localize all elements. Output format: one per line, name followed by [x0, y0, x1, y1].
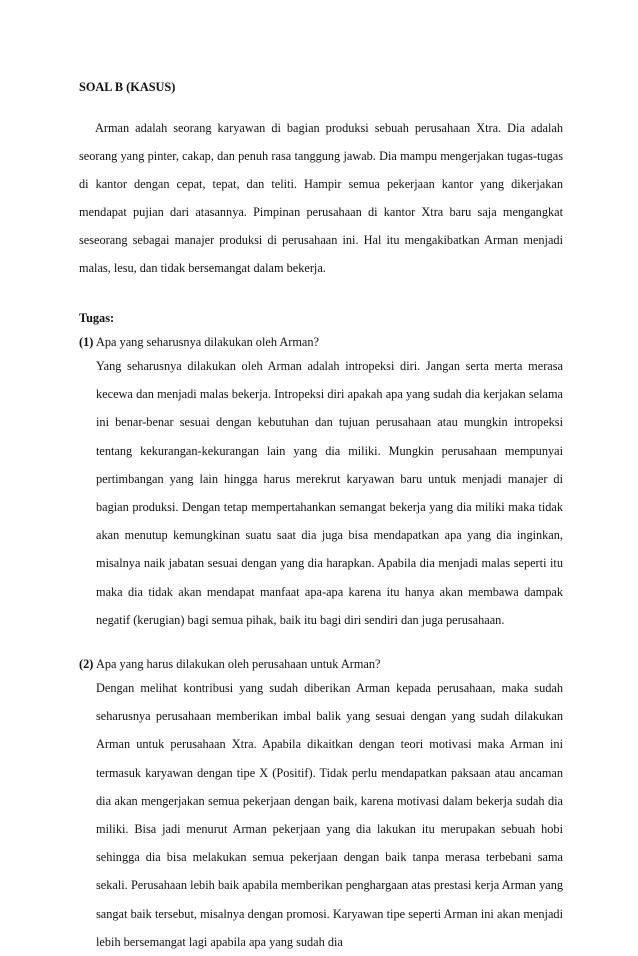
case-paragraph: Arman adalah seorang karyawan di bagian produksi sebuah perusahaan Xtra. Dia adalah seorang yang pinter, cakap, dan penuh rasa tanggung jawab. Dia mampu mengerjakan tugas-tugas di kantor dengan cepat, tepat, dan teliti. Hampir semua pekerjaan kantor yang dikerjakan mendapat pujian dari atasannya. Pimpinan perusahaan di kantor Xtra baru saja mengangkat seseorang sebagai manajer produksi di perusahaan ini. Hal itu mengakibatkan Arman menjadi malas, lesu, dan tidak bersemangat dalam bekerja.	[79, 121, 563, 275]
answer-paragraph: Yang seharusnya dilakukan oleh Arman adalah intropeksi diri. Jangan serta merta merasa kecewa dan menjadi malas bekerja. Intropeksi diri apakah apa yang sudah dia kerjakan selama ini benar-benar sesuai dengan kebutuhan dan tujuan perusahaan atau mungkin intropeksi tentang kekurangan-kekurangan lain yang dia miliki. Mungkin perusahaan mempunyai pertimbangan yang lain hingga harus merekrut karyawan baru untuk menjadi manajer di bagian produksi. Dengan tetap mempertahankan semangat bekerja yang dia miliki maka tidak akan menutup kemungkinan suatu saat dia juga bisa mendapatkan apa yang dia inginkan, misalnya naik jabatan sesuai dengan yang dia harapkan. Apabila dia menjadi malas seperti itu maka dia tidak akan mendapat manfaat apa-apa karena itu hanya akan membawa dampak negatif (kerugian) bagi semua pihak, baik itu bagi diri sendiri dan juga perusahaan.	[96, 359, 563, 627]
question-number: (1)	[79, 335, 94, 349]
document-heading: SOAL B (KASUS)	[79, 80, 176, 94]
question-line	[79, 332, 563, 352]
task-item-1	[79, 332, 563, 634]
answer-paragraph: Dengan melihat kontribusi yang sudah diberikan Arman kepada perusahaan, maka sudah seharusnya perusahaan memberikan imbal balik yang sesuai dengan yang sudah dilakukan Arman untuk perusahaan Xtra. Apabila dikaitkan dengan teori motivasi maka Arman ini termasuk karyawan dengan tipe X (Positif). Tidak perlu mendapatkan paksaan atau ancaman dia akan mengerjakan semua pekerjaan dengan baik, karena motivasi dalam bekerja sudah dia miliki. Bisa jadi menurut Arman pekerjaan yang dia lakukan itu merupakan sebuah hobi sehingga dia bisa melakukan semua pekerjaan dengan baik tanpa merasa terbebani sama sekali. Perusahaan lebih baik apabila memberikan penghargaan atas prestasi kerja Arman yang sangat baik tersebut, misalnya dengan promosi. Karyawan tipe seperti Arman ini akan menjadi lebih bersemangat lagi apabila apa yang sudah dia	[96, 681, 563, 949]
task-item-2	[79, 654, 563, 956]
document-page	[79, 74, 563, 956]
question-text: Apa yang seharusnya dilakukan oleh Arman?	[96, 335, 319, 349]
tasks-heading: Tugas:	[79, 311, 115, 325]
question-number: (2)	[79, 657, 94, 672]
question-text: Apa yang harus dilakukan oleh perusahaan untuk Arman?	[96, 657, 381, 672]
question-line	[79, 654, 563, 674]
